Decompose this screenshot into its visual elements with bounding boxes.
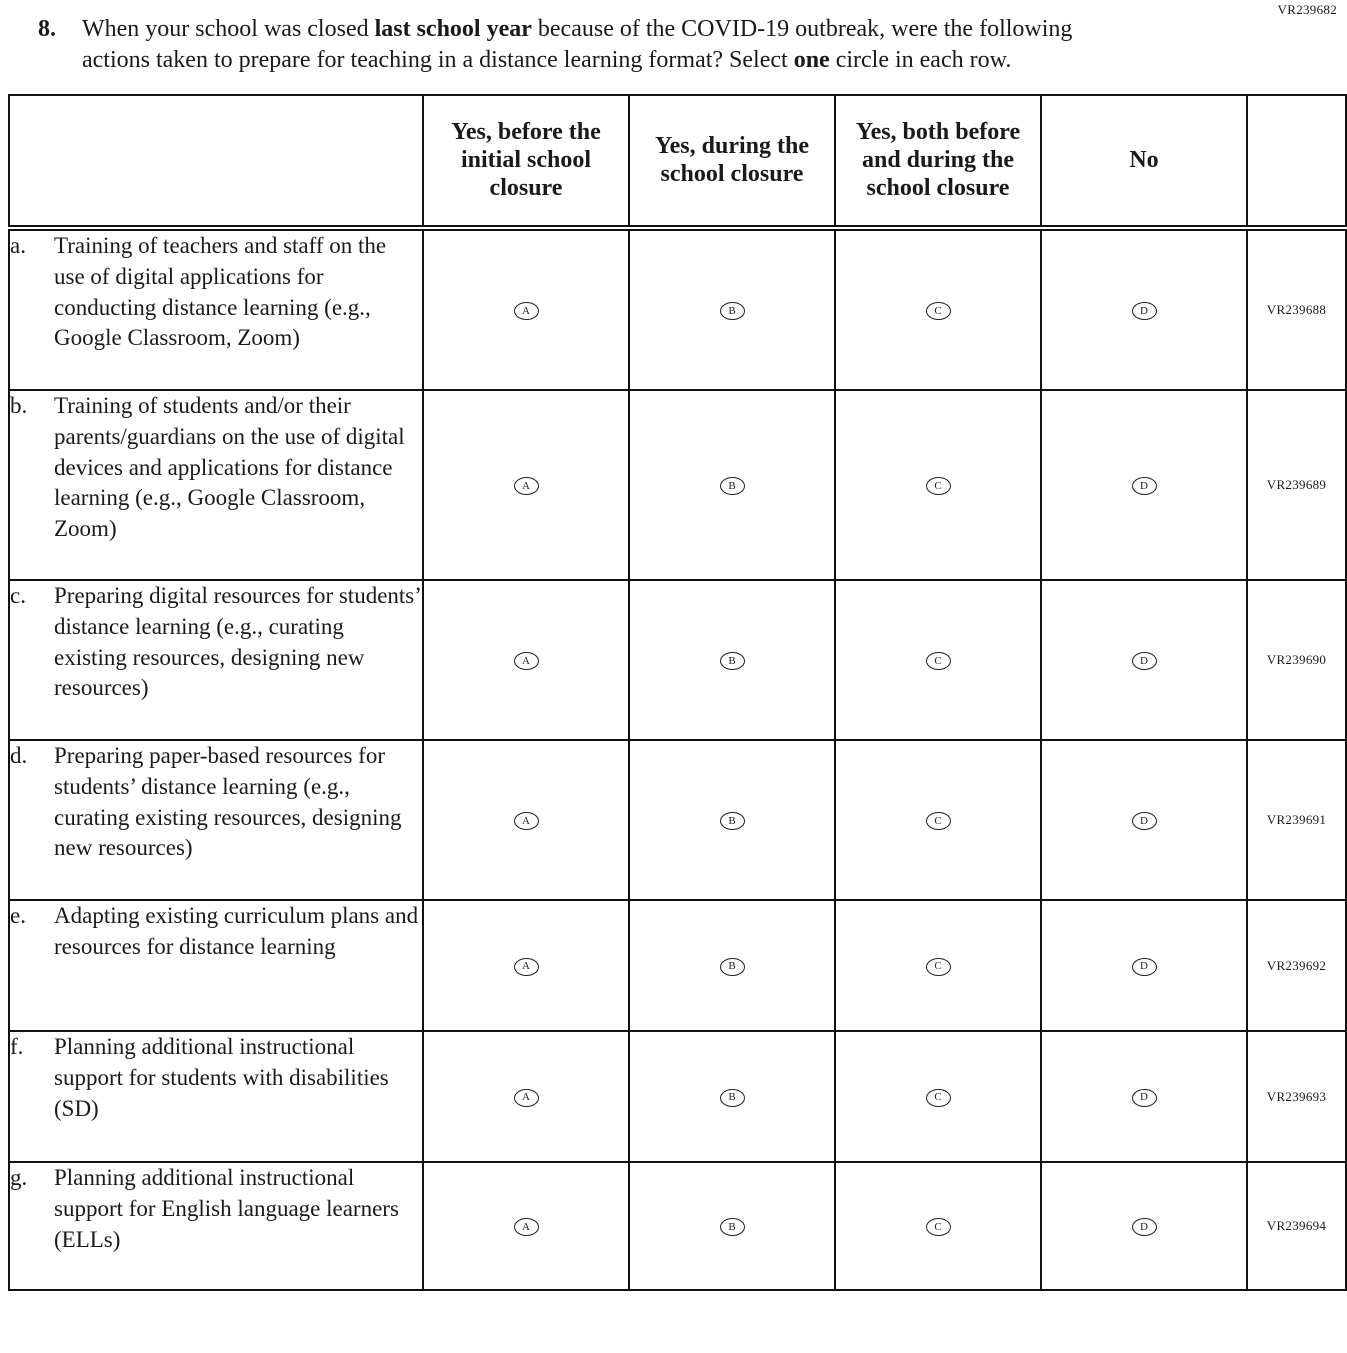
row-vr-code: VR239694 (1247, 1162, 1346, 1290)
row-label-text: Adapting existing curriculum plans and resources for distance learning (54, 903, 419, 959)
answer-cell-d (1041, 228, 1247, 390)
answer-bubble-c[interactable]: C (926, 477, 951, 495)
row-letter: f. (10, 1034, 24, 1060)
row-vr-code: VR239689 (1247, 390, 1346, 580)
answer-bubble-b[interactable]: B (720, 652, 745, 670)
answer-cell-d (1041, 1162, 1247, 1290)
page-vr-code: VR239682 (1277, 2, 1337, 17)
row-label-cell (9, 1162, 423, 1290)
question-8 (0, 0, 1347, 76)
answer-cell-c (835, 740, 1041, 900)
answer-bubble-c[interactable]: C (926, 958, 951, 976)
header-empty-code (1247, 95, 1346, 228)
answer-cell-c (835, 228, 1041, 390)
answer-bubble-b[interactable]: B (720, 302, 745, 320)
answer-cell-a (423, 580, 629, 740)
question-text-part3: circle in each row. (829, 47, 1012, 74)
row-label-cell (9, 900, 423, 1031)
row-label-text: Preparing digital resources for students’ distance learning (e.g., curating existing resources, designing new resources) (54, 583, 421, 701)
answer-bubble-b[interactable]: B (720, 1089, 745, 1107)
answer-cell-b (629, 390, 835, 580)
answer-cell-c (835, 1031, 1041, 1162)
answer-bubble-d[interactable]: D (1132, 958, 1157, 976)
answer-bubble-a[interactable]: A (514, 958, 539, 976)
row-vr-code: VR239690 (1247, 580, 1346, 740)
question-number: 8. (38, 16, 56, 42)
answer-bubble-c[interactable]: C (926, 652, 951, 670)
question-text-part1: When your school was closed (82, 16, 375, 42)
answer-cell-a (423, 1031, 629, 1162)
answer-cell-b (629, 1162, 835, 1290)
row-letter: a. (10, 233, 26, 259)
answer-bubble-d[interactable]: D (1132, 477, 1157, 495)
answer-bubble-b[interactable]: B (720, 1218, 745, 1236)
answer-cell-c (835, 390, 1041, 580)
row-letter: c. (10, 583, 26, 609)
row-label-text: Training of teachers and staff on the use of digital applications for conducting distance learning (e.g., Google Classroom, Zoom) (54, 233, 387, 351)
row-label-cell (9, 580, 423, 740)
answer-cell-d (1041, 1031, 1247, 1162)
header-yes-both: Yes, both before and during the school closure (835, 95, 1041, 228)
row-label-cell (9, 228, 423, 390)
answer-bubble-d[interactable]: D (1132, 812, 1157, 830)
answer-bubble-b[interactable]: B (720, 958, 745, 976)
answer-cell-b (629, 900, 835, 1031)
table-row-b (9, 390, 1346, 580)
answer-cell-d (1041, 390, 1247, 580)
answer-cell-a (423, 900, 629, 1031)
question-text-bold2: one (793, 47, 830, 74)
table-row-a (9, 228, 1346, 390)
answer-bubble-a[interactable]: A (514, 302, 539, 320)
answer-cell-b (629, 1031, 835, 1162)
header-empty-label (9, 95, 423, 228)
row-label-cell (9, 1031, 423, 1162)
answer-bubble-a[interactable]: A (514, 652, 539, 670)
row-letter: g. (10, 1165, 28, 1191)
question-text-part2: because of the COVID-19 outbreak, were the following actions taken to prepare for teaching in a distance learning format? Select (82, 16, 1073, 74)
row-label-text: Preparing paper-based resources for students’ distance learning (e.g., curating existing resources, designing new resources) (54, 743, 402, 861)
answer-bubble-d[interactable]: D (1132, 302, 1157, 320)
table-row-e (9, 900, 1346, 1031)
answer-bubble-d[interactable]: D (1132, 1089, 1157, 1107)
row-label-text: Training of students and/or their parents/guardians on the use of digital devices and applications for distance learning (e.g., Google Classroom, Zoom) (54, 393, 405, 541)
answer-cell-d (1041, 900, 1247, 1031)
answer-cell-b (629, 228, 835, 390)
header-yes-before: Yes, before the initial school closure (423, 95, 629, 228)
table-header (9, 95, 1346, 228)
answer-bubble-a[interactable]: A (514, 477, 539, 495)
row-vr-code: VR239688 (1247, 228, 1346, 390)
row-vr-code: VR239692 (1247, 900, 1346, 1031)
table-row-c (9, 580, 1346, 740)
row-letter: b. (10, 393, 28, 419)
row-label-cell (9, 740, 423, 900)
header-no: No (1041, 95, 1247, 228)
answer-cell-a (423, 1162, 629, 1290)
row-vr-code: VR239693 (1247, 1031, 1346, 1162)
row-vr-code: VR239691 (1247, 740, 1346, 900)
answer-cell-b (629, 740, 835, 900)
answer-bubble-b[interactable]: B (720, 812, 745, 830)
answer-cell-d (1041, 580, 1247, 740)
answer-cell-a (423, 228, 629, 390)
answer-cell-c (835, 1162, 1041, 1290)
question-text-bold1: last school year (374, 16, 532, 42)
answer-bubble-a[interactable]: A (514, 1218, 539, 1236)
answer-cell-a (423, 740, 629, 900)
table-row-g (9, 1162, 1346, 1290)
table-row-d (9, 740, 1346, 900)
answer-cell-b (629, 580, 835, 740)
answer-cell-d (1041, 740, 1247, 900)
row-label-cell (9, 390, 423, 580)
answer-bubble-d[interactable]: D (1132, 652, 1157, 670)
header-yes-during: Yes, during the school closure (629, 95, 835, 228)
answer-cell-a (423, 390, 629, 580)
answer-cell-c (835, 580, 1041, 740)
answer-bubble-c[interactable]: C (926, 812, 951, 830)
question-text (82, 14, 1097, 76)
answer-bubble-d[interactable]: D (1132, 1218, 1157, 1236)
answer-bubble-a[interactable]: A (514, 1089, 539, 1107)
answer-bubble-a[interactable]: A (514, 812, 539, 830)
row-label-text: Planning additional instructional support for students with disabilities (SD) (54, 1034, 389, 1121)
row-letter: e. (10, 903, 26, 929)
row-label-text: Planning additional instructional support for English language learners (ELLs) (54, 1165, 399, 1252)
answer-bubble-b[interactable]: B (720, 477, 745, 495)
row-letter: d. (10, 743, 28, 769)
answer-cell-c (835, 900, 1041, 1031)
answer-bubble-c[interactable]: C (926, 302, 951, 320)
response-table (8, 94, 1347, 1291)
answer-bubble-c[interactable]: C (926, 1089, 951, 1107)
table-row-f (9, 1031, 1346, 1162)
answer-bubble-c[interactable]: C (926, 1218, 951, 1236)
